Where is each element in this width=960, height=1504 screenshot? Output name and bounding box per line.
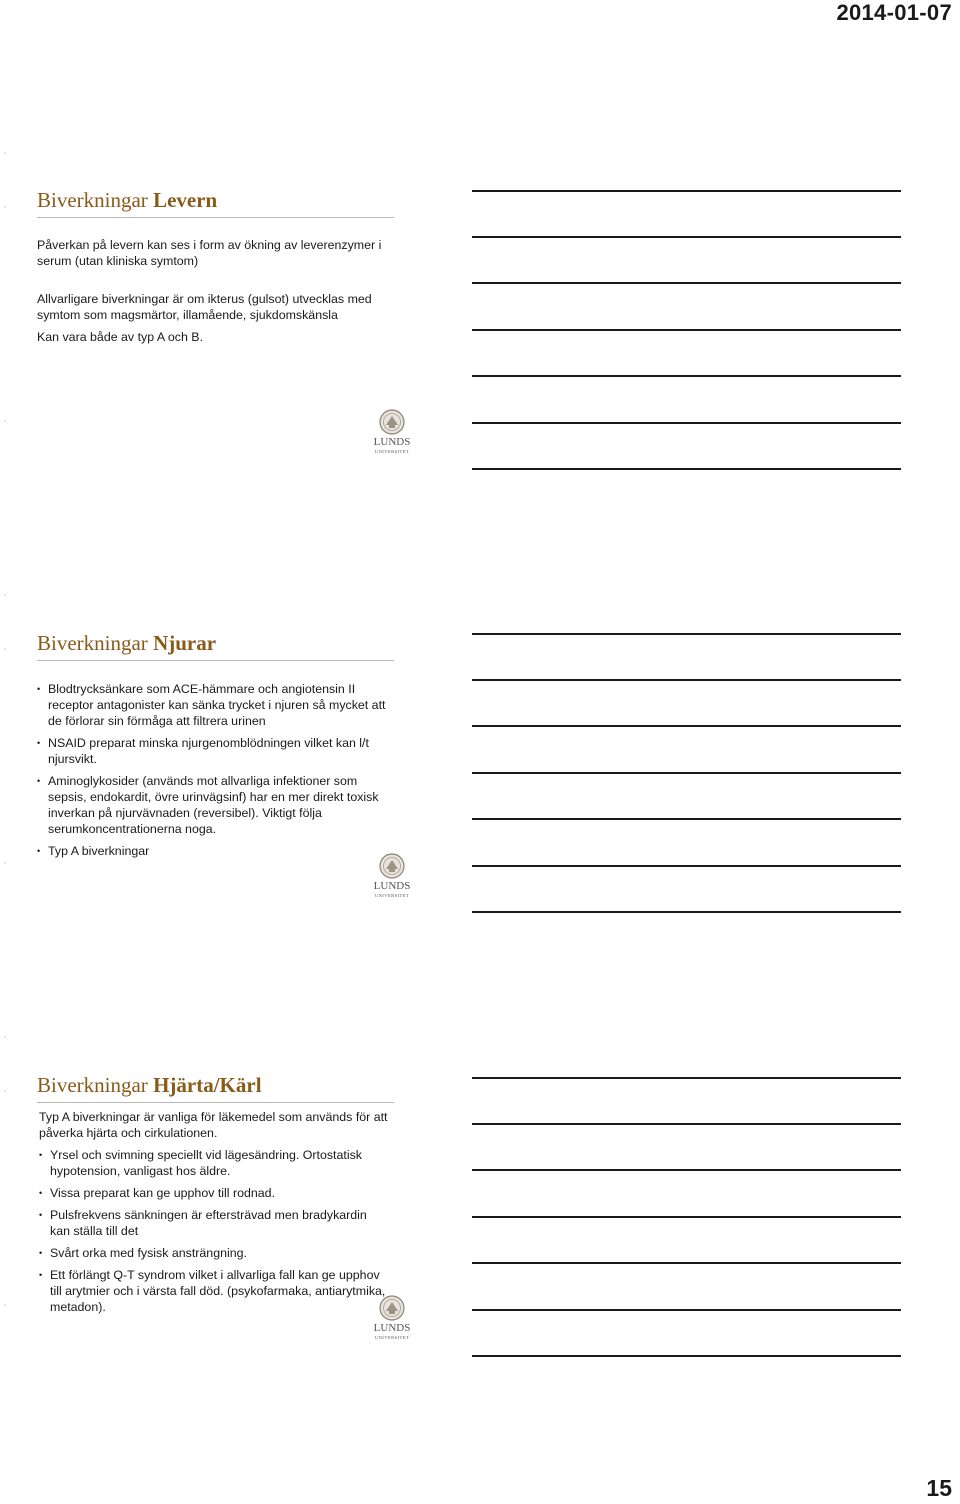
title-underline — [37, 217, 394, 218]
margin-dot — [4, 152, 6, 154]
logo-name: LUNDS — [373, 880, 411, 892]
lund-university-logo — [370, 1295, 414, 1345]
logo-sub: UNIVERSITET — [374, 449, 410, 454]
note-line — [472, 1123, 901, 1125]
title-accent: Levern — [153, 188, 218, 212]
note-line — [472, 1077, 901, 1079]
note-line — [472, 236, 901, 238]
title-accent: Njurar — [153, 631, 217, 655]
note-line — [472, 818, 901, 820]
title-prefix: Biverkningar — [37, 631, 148, 655]
title-accent: Hjärta/Kärl — [153, 1073, 262, 1097]
slide-njurar — [0, 624, 420, 924]
note-line — [472, 282, 901, 284]
margin-dot — [4, 594, 6, 596]
note-line — [472, 1309, 901, 1311]
title-underline — [37, 1102, 394, 1103]
slide-title — [37, 1073, 262, 1098]
lund-university-logo — [370, 409, 414, 459]
note-line — [472, 679, 901, 681]
list-item: • Svårt orka med fysisk ansträngning. — [39, 1245, 389, 1261]
seal-icon — [370, 853, 414, 881]
note-line — [472, 329, 901, 331]
list-item: • NSAID preparat minska njurgenomblödningen vilket kan l/t njursvikt. — [37, 735, 387, 767]
list-item: • Pulsfrekvens sänkningen är eftersträvad men bradykardin kan ställa till det — [39, 1207, 389, 1239]
seal-icon — [370, 1295, 414, 1323]
slide-body — [37, 681, 387, 865]
note-line — [472, 1355, 901, 1357]
note-line — [472, 725, 901, 727]
logo-sub: UNIVERSITET — [374, 893, 410, 898]
margin-dot — [4, 1036, 6, 1038]
list-item: • Ett förlängt Q-T syndrom vilket i allvarliga fall kan ge upphov till arytmier och i värsta fall död. (psykofarmaka, antiarytmika, metadon). — [39, 1267, 389, 1315]
note-line — [472, 1169, 901, 1171]
paragraph: Allvarligare biverkningar är om ikterus (gulsot) utvecklas med symtom som magsmärtor, illamående, sjukdomskänsla — [37, 292, 372, 322]
logo-sub: UNIVERSITET — [374, 1335, 410, 1340]
note-line — [472, 1262, 901, 1264]
paragraph: Kan vara både av typ A och B. — [37, 330, 204, 344]
list-item: • Blodtrycksänkare som ACE-hämmare och angiotensin II receptor antagonister kan sänka trycket i njuren så mycket att de förlorar sin förmåga att filtrera urinen — [37, 681, 387, 729]
note-line — [472, 190, 901, 192]
lund-university-logo — [370, 853, 414, 903]
logo-name: LUNDS — [373, 1322, 411, 1334]
title-underline — [37, 660, 394, 661]
note-line — [472, 375, 901, 377]
title-prefix: Biverkningar — [37, 188, 148, 212]
page-date: 2014-01-07 — [836, 0, 952, 25]
note-line — [472, 911, 901, 913]
note-line — [472, 633, 901, 635]
logo-name: LUNDS — [373, 436, 411, 448]
note-line — [472, 468, 901, 470]
page-number: 15 — [926, 1475, 952, 1501]
slide-title — [37, 631, 216, 656]
paragraph: Påverkan på levern kan ses i form av ökning av leverenzymer i serum (utan kliniska symtom) — [37, 238, 382, 268]
list-item: • Typ A biverkningar — [37, 843, 387, 859]
bullet-list — [37, 681, 387, 859]
seal-icon — [370, 409, 414, 437]
slide-body — [37, 237, 397, 351]
slide-hjarta-karl — [0, 1066, 420, 1366]
bullet-list — [39, 1147, 389, 1315]
slide-levern — [0, 180, 420, 480]
list-item: • Aminoglykosider (används mot allvarliga infektioner som sepsis, endokardit, övre urinvägsinf) har en mer direkt toxisk inverkan på njurvävnaden (reversibel). Viktigt följa serumkoncentrationerna noga. — [37, 773, 387, 837]
title-prefix: Biverkningar — [37, 1073, 148, 1097]
list-item: • Yrsel och svimning speciellt vid lägesändring. Ortostatisk hypotension, vanligast hos äldre. — [39, 1147, 389, 1179]
note-line — [472, 772, 901, 774]
slide-body — [39, 1109, 389, 1321]
list-item: • Vissa preparat kan ge upphov till rodnad. — [39, 1185, 389, 1201]
note-line — [472, 865, 901, 867]
note-line — [472, 1216, 901, 1218]
note-line — [472, 422, 901, 424]
intro-paragraph: Typ A biverkningar är vanliga för läkemedel som används för att påverka hjärta och cirkulationen. — [39, 1110, 388, 1140]
slide-title — [37, 188, 217, 213]
